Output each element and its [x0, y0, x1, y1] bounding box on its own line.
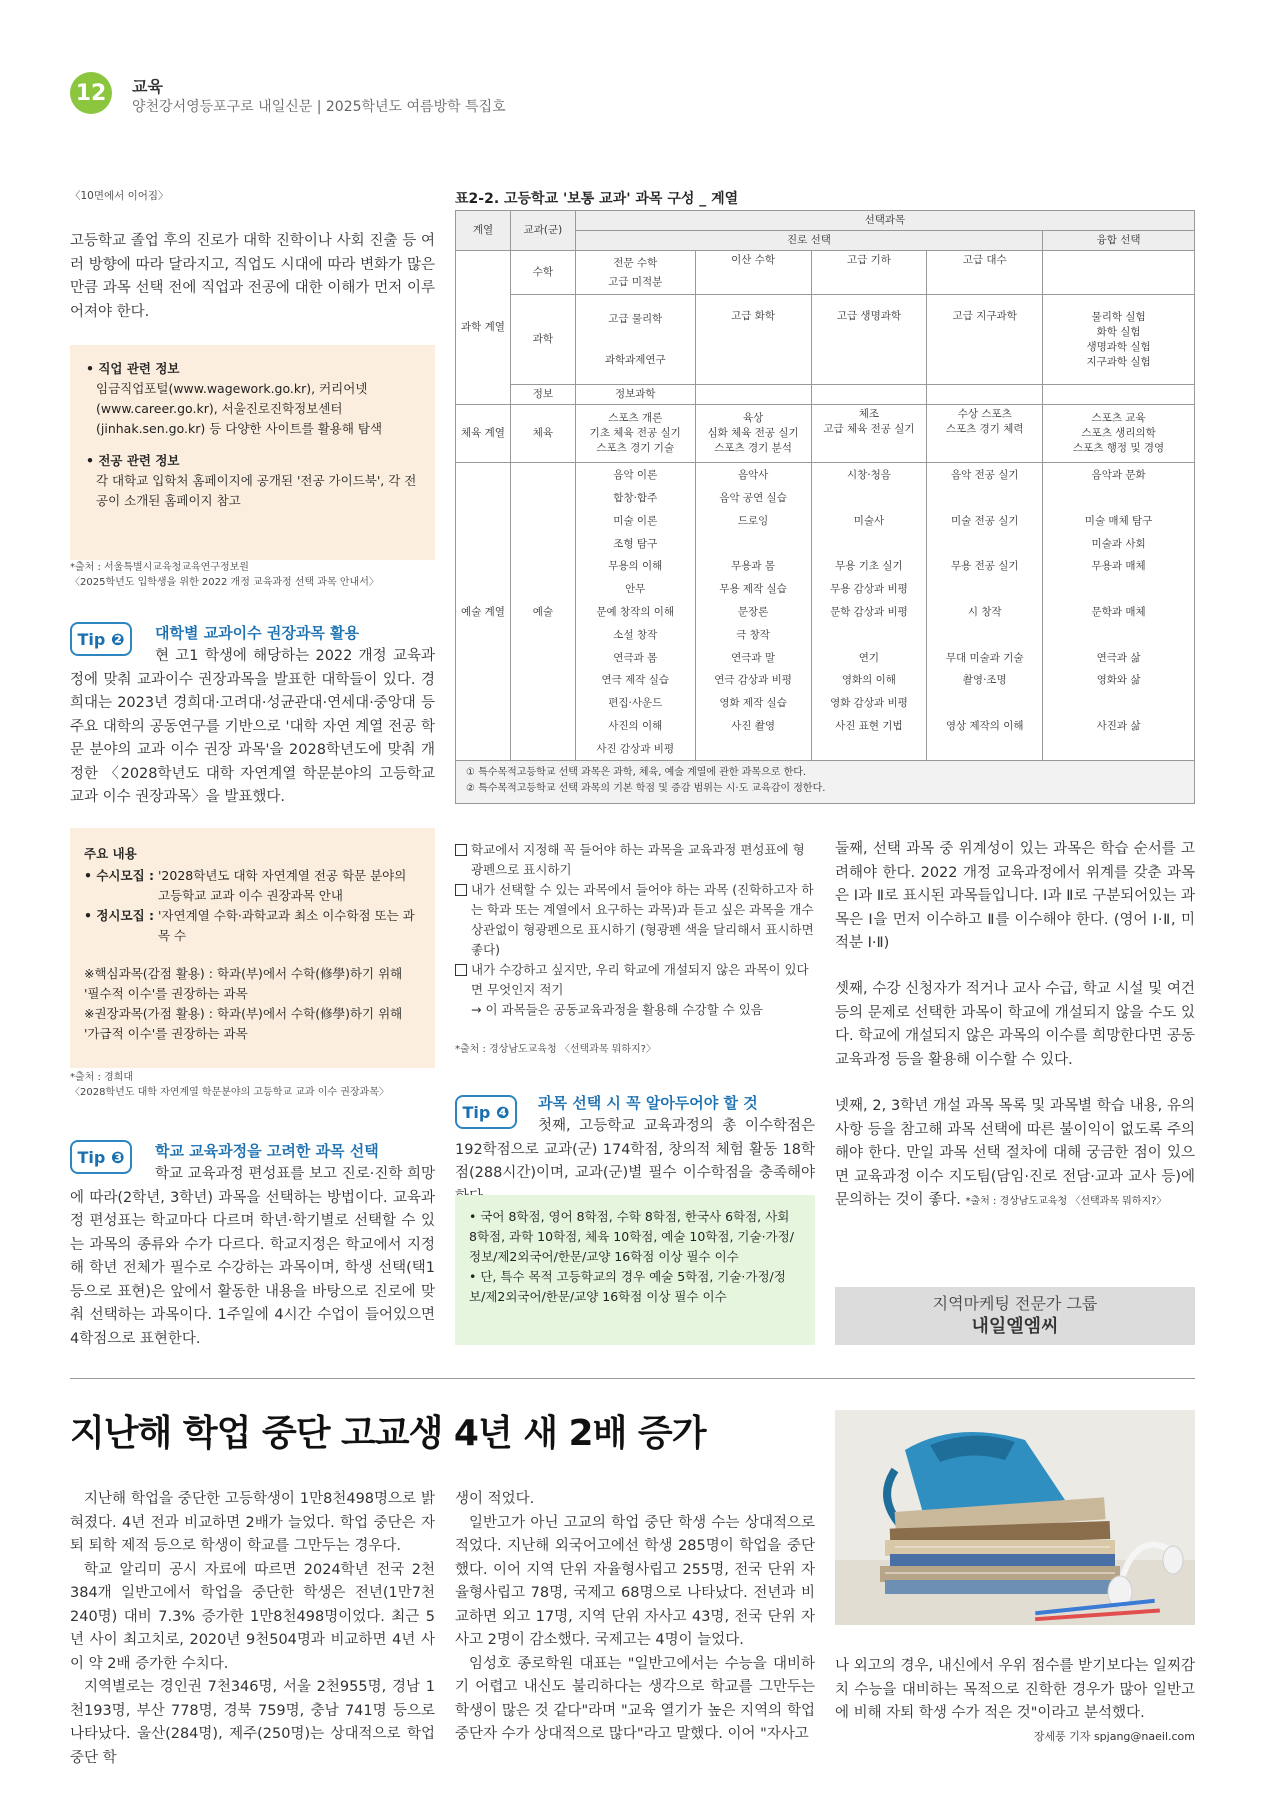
major-info-title: • 전공 관련 정보 — [86, 453, 180, 468]
pe-c2-1: 심화 체육 전공 실기 — [707, 427, 799, 439]
art-fusion-item: 연극과 삶 — [1096, 651, 1141, 664]
course-table — [455, 210, 1195, 763]
art-c1-item: 연극 제작 실습 — [601, 674, 670, 687]
susi-label: • 수시모집 : — [84, 868, 154, 883]
math-fusion — [1043, 251, 1195, 295]
art-c2-item: 무용과 몸 — [731, 560, 776, 573]
science-fusion — [1043, 295, 1195, 385]
tip2-text: 현 고1 학생에 해당하는 2022 개정 교육과정에 맞춰 교과이수 권장과목을 발표한 대학들이 있다. 경희대는 2023년 경희대·고려대·성균관대·연세대·중앙대 등 주요 대학의 공동연구를 기반으로 '대학 자연 계열 전공 학문 분야의 교과 이수 권장 과목'을 2028학년도에 맞춰 개정한 〈2028학년도 대학 자연계열 학문분야의 고등학교 교과 이수 권장과목〉을 발표했다. — [70, 648, 435, 805]
art-c3-item: 영화의 이해 — [841, 674, 896, 687]
art-c2-item: 드로잉 — [737, 514, 769, 527]
art-c3 — [811, 463, 927, 763]
math-group: 수학 — [510, 251, 575, 295]
article-byline: 장세풍 기자 spjang@naeil.com — [1033, 1730, 1195, 1743]
table-note-2: ② 특수목적고등학교 선택 과목의 기본 학점 및 증감 범위는 시·도 교육감이 정한다. — [466, 783, 826, 794]
art-c4-item — [927, 628, 1042, 643]
art-c2-item — [696, 742, 811, 757]
col3-p3-text: 넷째, 2, 3학년 개설 과목 목록 및 과목별 학습 내용, 유의사항 등을 참고해 과목 선택에 따른 불이익이 없도록 주의해야 한다. 만일 과목 선택 절차에 대해 궁금한 점이 있으면 교육과정 이수 지도팀(담임·진로 전담·교과 교사 등)에 문의하는 것이 좋다. — [835, 1098, 1195, 1208]
art-c4-item: 미술 전공 실기 — [950, 514, 1019, 527]
art-c2-item: 음악 공연 실습 — [719, 492, 787, 505]
books-illustration — [835, 1410, 1195, 1625]
tip3-title: 학교 교육과정을 고려한 과목 선택 — [155, 1142, 379, 1160]
math-c2: 이산 수학 — [695, 251, 811, 295]
art-c4-item — [927, 537, 1042, 552]
art-fusion-item: 문학과 매체 — [1091, 605, 1146, 618]
susi-text: '2028학년도 대학 자연계열 전공 학문 분야의 고등학교 교과 이수 권장과목 안내 — [158, 868, 407, 903]
pe-fusion-2: 스포츠 행정 및 경영 — [1072, 442, 1165, 454]
pe-c4-0: 수상 스포츠 — [957, 408, 1012, 420]
art-c3-item — [812, 537, 927, 552]
header-group: 교과(군) — [510, 211, 575, 251]
article-a-p3: 지역별로는 경인권 7천346명, 서울 2천955명, 경남 1천193명, 부산 778명, 경북 759명, 충남 741명 등으로 나타났다. 울산(284명), 제주(250명)는 상대적으로 학업 중단 학 — [70, 1679, 435, 1766]
art-c1-item: 편집·사운드 — [608, 697, 663, 710]
table-notes — [455, 760, 1195, 804]
sci-fusion-1: 화학 실험 — [1096, 325, 1141, 338]
article-col-a — [70, 1488, 435, 1770]
tip3-text: 학교 교육과정 편성표를 보고 진로·진학 희망에 따라(2학년, 3학년) 과목을 선택하는 방법이다. 교육과정 편성표는 학교마다 다르며 학년·학기별로 선택할 수 있는 과목의 종류와 수가 다르다. 학교지정은 학교에서 지정해 학년 전체가 필수로 수강하는 과목이며, 학생 선택(택1 등으로 표현)은 앞에서 활동한 내용을 바탕으로 진로에 맞춰 선택하는 과목이다. 1주일에 4시간 수업이 들어있으면 4학점으로 표현한다. — [70, 1166, 435, 1347]
art-c4-item: 촬영·조명 — [962, 674, 1007, 687]
checklist-arrow-note: → 이 과목들은 공동교육과정을 활용해 수강할 수 있음 — [471, 1002, 763, 1017]
header-career: 진로 선택 — [575, 231, 1042, 251]
art-fusion-item: 미술 매체 탐구 — [1084, 514, 1153, 527]
art-c1 — [575, 463, 695, 763]
art-c2-item: 무용 제작 실습 — [719, 583, 787, 596]
section-name: 교육 — [132, 77, 163, 96]
pe-track-cell: 체육 계열 — [456, 405, 511, 463]
art-c4-item: 무대 미술과 기술 — [945, 651, 1024, 664]
sci-fusion-0: 물리학 실험 — [1091, 310, 1146, 323]
science-c1-1: 과학과제연구 — [604, 353, 666, 366]
art-c4-item: 영상 제작의 이해 — [945, 719, 1024, 732]
table-note-1: ① 특수목적고등학교 선택 과목은 과학, 체육, 예술 계열에 관한 과목으로 한다. — [466, 767, 807, 778]
math-c1-1: 고급 미적분 — [608, 275, 663, 288]
source-2a: *출처 : 경희대 — [70, 1072, 134, 1083]
article-headline: 지난해 학업 중단 고교생 4년 새 2배 증가 — [70, 1413, 706, 1454]
col3-paragraph-2: 셋째, 수강 신청자가 적거나 교사 수급, 학교 시설 및 여건 등의 문제로 선택한 과목이 학교에 개설되지 않을 수도 있다. 학교에 개설되지 않은 과목의 이수를 희망한다면 공동교육과정 등을 활용해 이수할 수 있다. — [835, 981, 1195, 1068]
credits-item-2: • 단, 특수 목적 고등학교의 경우 예술 5학점, 기술·가정/정보/제2외국어/한문/교양 16학점 이상 필수 이수 — [469, 1269, 786, 1304]
science-c1-0: 고급 물리학 — [608, 312, 663, 325]
books-photo — [835, 1410, 1195, 1625]
pe-c1-2: 스포츠 경기 기술 — [596, 442, 675, 454]
art-c4-item — [927, 696, 1042, 711]
art-fusion-item: 음악과 문화 — [1091, 469, 1146, 482]
art-c1-item: 문예 창작의 이해 — [596, 605, 675, 618]
art-c3-item — [812, 628, 927, 643]
art-c1-item: 안무 — [625, 583, 646, 596]
article-b-p1: 생이 적었다. — [455, 1491, 535, 1507]
tip4-text: 첫째, 고등학교 교육과정의 총 이수학점은 192학점으로 교과(군) 174학점, 창의적 체험 활동 18학점(288시간)이며, 교과(군)별 필수 이수학점을 충족해야 — [455, 1118, 815, 1181]
art-c1-item: 조형 탐구 — [613, 537, 658, 550]
tip4-badge: Tip ❹ — [455, 1095, 517, 1129]
table-title: 표2-2. 고등학교 '보통 교과' 과목 구성 _ 계열 — [455, 191, 739, 207]
pe-c1-1: 기초 체육 전공 실기 — [589, 427, 681, 439]
info-group: 정보 — [510, 385, 575, 405]
art-c2-item: 문장론 — [737, 605, 769, 618]
art-track-cell: 예술 계열 — [456, 463, 511, 763]
science-c2: 고급 화학 — [695, 295, 811, 385]
sci-fusion-2: 생명과학 실험 — [1086, 340, 1151, 353]
article-b-p3: 임성호 종로학원 대표는 "일반고에서는 수능을 대비하기 어렵고 내신도 불리하다는 생각으로 학교를 그만두는 학생이 많은 것 같다"라며 "교육 열기가 높은 지역의 학업 중단자 수가 상대적으로 많다"라고 말했다. 이어 "자사고 — [455, 1655, 815, 1742]
art-c2 — [695, 463, 811, 763]
pe-c4 — [927, 405, 1043, 463]
art-fusion-item — [1043, 491, 1194, 506]
major-info-text: 각 대학교 입학처 홈페이지에 공개된 '전공 가이드북', 각 전공이 소개된 홈페이지 참고 — [96, 473, 417, 508]
col3-paragraph-1: 둘째, 선택 과목 중 위계성이 있는 과목은 학습 순서를 고려해야 한다. 2022 개정 교육과정에서 위계를 갖춘 과목은 Ⅰ과 Ⅱ로 표시된 과목들입니다. Ⅰ과 Ⅱ로 구분되어있는 과목은 Ⅰ을 먼저 이수하고 Ⅱ를 이수해야 한다. (영어 Ⅰ·Ⅱ, 미적분 Ⅰ·Ⅱ) — [835, 841, 1195, 951]
intro-paragraph: 고등학교 졸업 후의 진로가 대학 진학이나 사회 진출 등 여러 방향에 따라 달라지고, 직업도 시대에 따라 변화가 많은 만큼 과목 선택 전에 직업과 전공에 대한 이해가 먼저 이루어져야 한다. — [70, 233, 435, 320]
art-c3-item: 영화 감상과 비평 — [830, 697, 908, 710]
art-group: 예술 — [510, 463, 575, 763]
core-subjects-note: ※핵심과목(감점 활용) : 학과(부)에서 수학(修學)하기 위해 '필수적 이수'를 권장하는 과목 — [84, 966, 403, 1001]
job-info-text: 임금직업포털(www.wagework.go.kr), 커리어넷(www.career.go.kr), 서울진로진학정보센터(jinhak.sen.go.kr) 등 다양한 사이트를 활용해 탐색 — [96, 381, 383, 436]
art-c4-item: 음악 전공 실기 — [950, 469, 1019, 482]
art-c2-item: 영화 제작 실습 — [719, 697, 787, 710]
info-fusion — [1043, 385, 1195, 405]
art-c3-item — [812, 491, 927, 506]
science-c3: 고급 생명과학 — [811, 295, 927, 385]
checklist-source: *출처 : 경상남도교육청 〈선택과목 뭐하지?〉 — [455, 1044, 656, 1055]
art-c2-item: 사진 촬영 — [731, 719, 776, 732]
main-box-title: 주요 내용 — [84, 846, 137, 861]
art-fusion-item: 무용과 매체 — [1091, 560, 1146, 573]
art-c4-item — [927, 491, 1042, 506]
info-c3 — [811, 385, 927, 405]
art-fusion-item: 미술과 사회 — [1091, 537, 1146, 550]
art-c2-item — [696, 537, 811, 552]
publication-line: 양천강서영등포구로 내일신문 | 2025학년도 여름방학 특집호 — [132, 99, 506, 115]
art-c1-item: 미술 이론 — [613, 514, 658, 527]
article-col-c: 나 외고의 경우, 내신에서 우위 점수를 받기보다는 일찌감치 수능을 대비하는 목적으로 진학한 경우가 많아 일반고에 비해 자퇴 학생 수가 적은 것"이라고 분석했다. — [835, 1658, 1195, 1721]
art-c3-item: 사진 표현 기법 — [835, 719, 903, 732]
art-c4 — [927, 463, 1043, 763]
continued-note: 〈10면에서 이어짐〉 — [70, 190, 169, 202]
header-fusion: 융합 선택 — [1043, 231, 1195, 251]
tip2-title: 대학별 교과이수 권장과목 활용 — [155, 624, 360, 642]
art-c4-item: 시 창작 — [967, 605, 1002, 618]
art-fusion-item — [1043, 582, 1194, 597]
page-number-badge: 12 — [70, 72, 112, 114]
article-col-b — [455, 1488, 815, 1747]
art-c3-item: 미술사 — [853, 514, 885, 527]
art-c4-item: 무용 전공 실기 — [950, 560, 1019, 573]
info-c4 — [927, 385, 1043, 405]
math-c3: 고급 기하 — [811, 251, 927, 295]
info-c2 — [695, 385, 811, 405]
header-elective: 선택과목 — [575, 211, 1194, 231]
source-1a: *출처 : 서울특별시교육청교육연구정보원 — [70, 562, 249, 573]
sponsor-box — [835, 1287, 1195, 1345]
art-c1-item: 무용의 이해 — [608, 560, 663, 573]
art-fusion-item — [1043, 742, 1194, 757]
art-c2-item: 연극과 말 — [731, 651, 776, 664]
source-2b: 〈2028학년도 대학 자연계열 학문분야의 고등학교 교과 이수 권장과목〉 — [70, 1087, 389, 1098]
sponsor-line-1: 지역마케팅 전문가 그룹 — [932, 1294, 1098, 1313]
header-track: 계열 — [456, 211, 511, 251]
jeongsi-text: '자연계열 수학·과학교과 최소 이수학점 또는 과목 수 — [158, 908, 415, 943]
tip3-badge: Tip ❸ — [70, 1140, 132, 1174]
art-c1-item: 소설 창작 — [613, 628, 658, 641]
tip2-badge: Tip ❷ — [70, 622, 132, 656]
checklist-item-2: 내가 선택할 수 있는 과목에서 들어야 하는 과목 (진학하고자 하는 학과 또는 계열에서 요구하는 과목)과 듣고 싶은 과목을 개수 상관없이 형광펜으로 표시하기 (형광펜 색을 달리해서 표시하면 좋다) — [455, 880, 815, 960]
art-c1-item: 연극과 몸 — [613, 651, 658, 664]
susi-row — [84, 866, 421, 906]
pe-group: 체육 — [510, 405, 575, 463]
col3-p3-source: *출처 : 경상남도교육청 〈선택과목 뭐하지?〉 — [965, 1196, 1167, 1207]
credits-box — [455, 1195, 815, 1345]
recommended-subjects-note: ※권장과목(가점 활용) : 학과(부)에서 수학(修學)하기 위해 '가급적 이수'를 권장하는 과목 — [84, 1006, 403, 1041]
checklist-item-1: 학교에서 지정해 꼭 들어야 하는 과목을 교육과정 편성표에 형광펜으로 표시하기 — [455, 840, 815, 880]
info-box — [70, 345, 435, 560]
pe-fusion — [1043, 405, 1195, 463]
main-content-box — [70, 828, 435, 1068]
info-c1: 정보과학 — [575, 385, 695, 405]
credits-item-1: • 국어 8학점, 영어 8학점, 수학 8학점, 한국사 6학점, 사회 8학점, 과학 10학점, 체육 10학점, 예술 10학점, 기술·가정/정보/제2외국어/한문/교양 16학점 이상 필수 이수 — [469, 1209, 794, 1264]
tip4-title: 과목 선택 시 꼭 알아두어야 할 것 — [538, 1094, 758, 1112]
art-c4-item — [927, 742, 1042, 757]
pe-c2-2: 스포츠 경기 분석 — [714, 442, 792, 454]
pe-c1-0: 스포츠 개론 — [608, 412, 663, 424]
jeongsi-label: • 정시모집 : — [84, 908, 154, 923]
art-c3-item — [812, 742, 927, 757]
art-c1-item: 음악 이론 — [613, 469, 658, 482]
article-a-p2: 학교 알리미 공시 자료에 따르면 2024학년 전국 2천384개 일반고에서 학업을 중단한 학생은 전년(1만7천240명) 대비 7.3% 증가한 1만8천498명이었다. 최근 5년 사이 최고치로, 2020년 9천504명과 비교하면 4년 사이 약 2배 증가한 수치다. — [70, 1561, 435, 1672]
art-fusion-item: 사진과 삶 — [1096, 719, 1141, 732]
source-1b: 〈2025학년도 입학생을 위한 2022 개정 교육과정 선택 과목 안내서〉 — [70, 577, 379, 588]
col3-paragraph-3 — [835, 1095, 1195, 1214]
art-c3-item: 무용 기초 실기 — [835, 560, 903, 573]
art-c3-item: 시창·청음 — [846, 469, 891, 482]
math-c1 — [575, 251, 695, 295]
pe-c4-1: 스포츠 경기 체력 — [945, 423, 1024, 435]
art-c3-item: 무용 감상과 비평 — [830, 583, 908, 596]
art-c3-item: 연기 — [858, 651, 880, 664]
pe-c3-0: 체조 — [858, 408, 880, 420]
science-c1 — [575, 295, 695, 385]
pe-c3 — [811, 405, 927, 463]
sci-fusion-3: 지구과학 실험 — [1086, 355, 1151, 368]
checklist-item-3: 내가 수강하고 싶지만, 우리 학교에 개설되지 않은 과목이 있다면 무엇인지 적기 — [455, 960, 815, 1000]
science-track-cell: 과학 계열 — [456, 251, 511, 405]
pe-fusion-0: 스포츠 교육 — [1091, 412, 1146, 424]
art-c2-item: 음악사 — [737, 469, 769, 482]
math-c1-0: 전문 수학 — [613, 256, 658, 269]
science-c4: 고급 지구과학 — [927, 295, 1043, 385]
pe-c2-0: 육상 — [742, 412, 764, 424]
art-fusion-item: 영화와 삶 — [1096, 674, 1141, 687]
art-fusion-item — [1043, 628, 1194, 643]
art-c1-item: 사진의 이해 — [608, 719, 663, 732]
art-c1-item: 합창·합주 — [613, 492, 658, 505]
source-note-2 — [70, 1070, 440, 1100]
art-c2-item: 연극 감상과 비평 — [714, 674, 792, 687]
pe-c3-1: 고급 체육 전공 실기 — [823, 423, 915, 435]
article-a-p1: 지난해 학업을 중단한 고등학생이 1만8천498명으로 밝혀졌다. 4년 전과 비교하면 2배가 늘었다. 학업 중단은 자퇴 퇴학 제적 등으로 학생이 학교를 그만두는 경우다. — [70, 1491, 435, 1554]
pe-c1 — [575, 405, 695, 463]
science-group: 과학 — [510, 295, 575, 385]
jeongsi-row — [84, 906, 421, 946]
math-c4: 고급 대수 — [927, 251, 1043, 295]
section-divider — [70, 1378, 1195, 1379]
art-c4-item — [927, 582, 1042, 597]
pe-c2 — [695, 405, 811, 463]
source-note-1 — [70, 560, 440, 590]
art-fusion — [1043, 463, 1195, 763]
pe-fusion-1: 스포츠 생리의학 — [1081, 427, 1156, 439]
checklist — [455, 840, 815, 1020]
art-c3-item: 문학 감상과 비평 — [830, 605, 908, 618]
job-info-title: • 직업 관련 정보 — [86, 361, 180, 376]
article-b-p2: 일반고가 아닌 고교의 학업 중단 학생 수는 상대적으로 적었다. 지난해 외국어고에선 학생 285명이 학업을 중단했다. 이어 지역 단위 자율형사립고 255명, 전국 단위 자율형사립고 78명, 국제고 68명으로 나타났다. 전년과 비교하면 외고 17명, 지역 단위 자사고 43명, 전국 단위 자사고 2명이 감소했다. 국제고는 4명이 늘었다. — [455, 1514, 815, 1648]
sponsor-line-2: 내일엘엠씨 — [971, 1316, 1059, 1337]
art-c2-item: 극 창작 — [736, 628, 770, 641]
art-c1-item: 사진 감상과 비평 — [596, 742, 675, 755]
art-fusion-item — [1043, 696, 1194, 711]
